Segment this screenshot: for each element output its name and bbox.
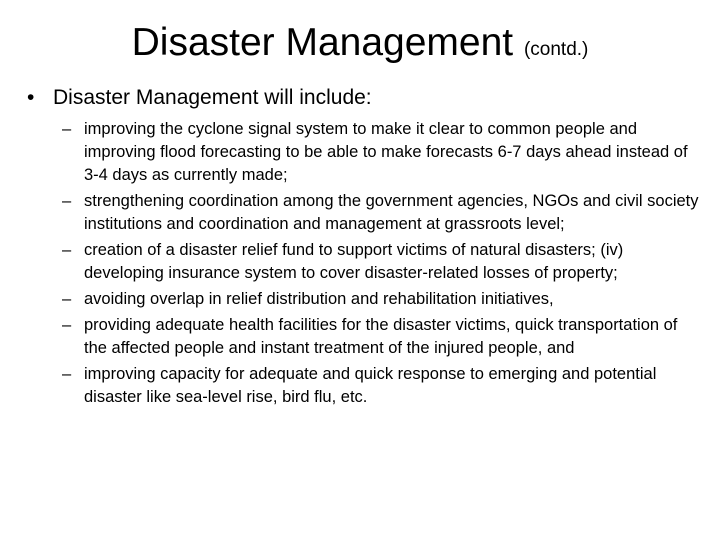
- list-item: [62, 314, 702, 360]
- dash-icon: –: [62, 290, 72, 308]
- main-bullet: [27, 84, 687, 112]
- sub-bullet-list: [62, 118, 702, 412]
- list-item-text: creation of a disaster relief fund to support victims of natural disasters; (iv) developing insurance system to cover disaster-related losses of property;: [84, 241, 624, 282]
- list-item-text: strengthening coordination among the government agencies, NGOs and civil society institutions and coordination and management at grassroots level;: [84, 192, 699, 233]
- slide-title: [0, 18, 720, 75]
- title-suffix: (contd.): [523, 39, 589, 60]
- main-bullet-text: Disaster Management will include:: [53, 86, 372, 109]
- list-item-text: improving the cyclone signal system to make it clear to common people and improving flood forecasting to be able to make forecasts 6-7 days ahead instead of 3-4 days as currently made;: [84, 120, 688, 184]
- list-item: [62, 118, 702, 187]
- list-item-text: improving capacity for adequate and quick response to emerging and potential disaster like sea-level rise, bird flu, etc.: [84, 365, 657, 406]
- dash-icon: –: [62, 120, 72, 138]
- list-item: [62, 363, 702, 409]
- dash-icon: –: [62, 316, 72, 334]
- dash-icon: –: [62, 365, 72, 383]
- list-item-text: avoiding overlap in relief distribution and rehabilitation initiatives,: [84, 290, 554, 308]
- list-item: [62, 288, 702, 311]
- list-item-text: providing adequate health facilities for the disaster victims, quick transportation of the affected people and instant treatment of the injured people, and: [84, 316, 678, 357]
- list-item: [62, 239, 702, 285]
- dash-icon: –: [62, 192, 72, 210]
- title-main: Disaster Management: [131, 21, 514, 64]
- bullet-icon: •: [27, 86, 35, 109]
- list-item: [62, 190, 702, 236]
- dash-icon: –: [62, 241, 72, 259]
